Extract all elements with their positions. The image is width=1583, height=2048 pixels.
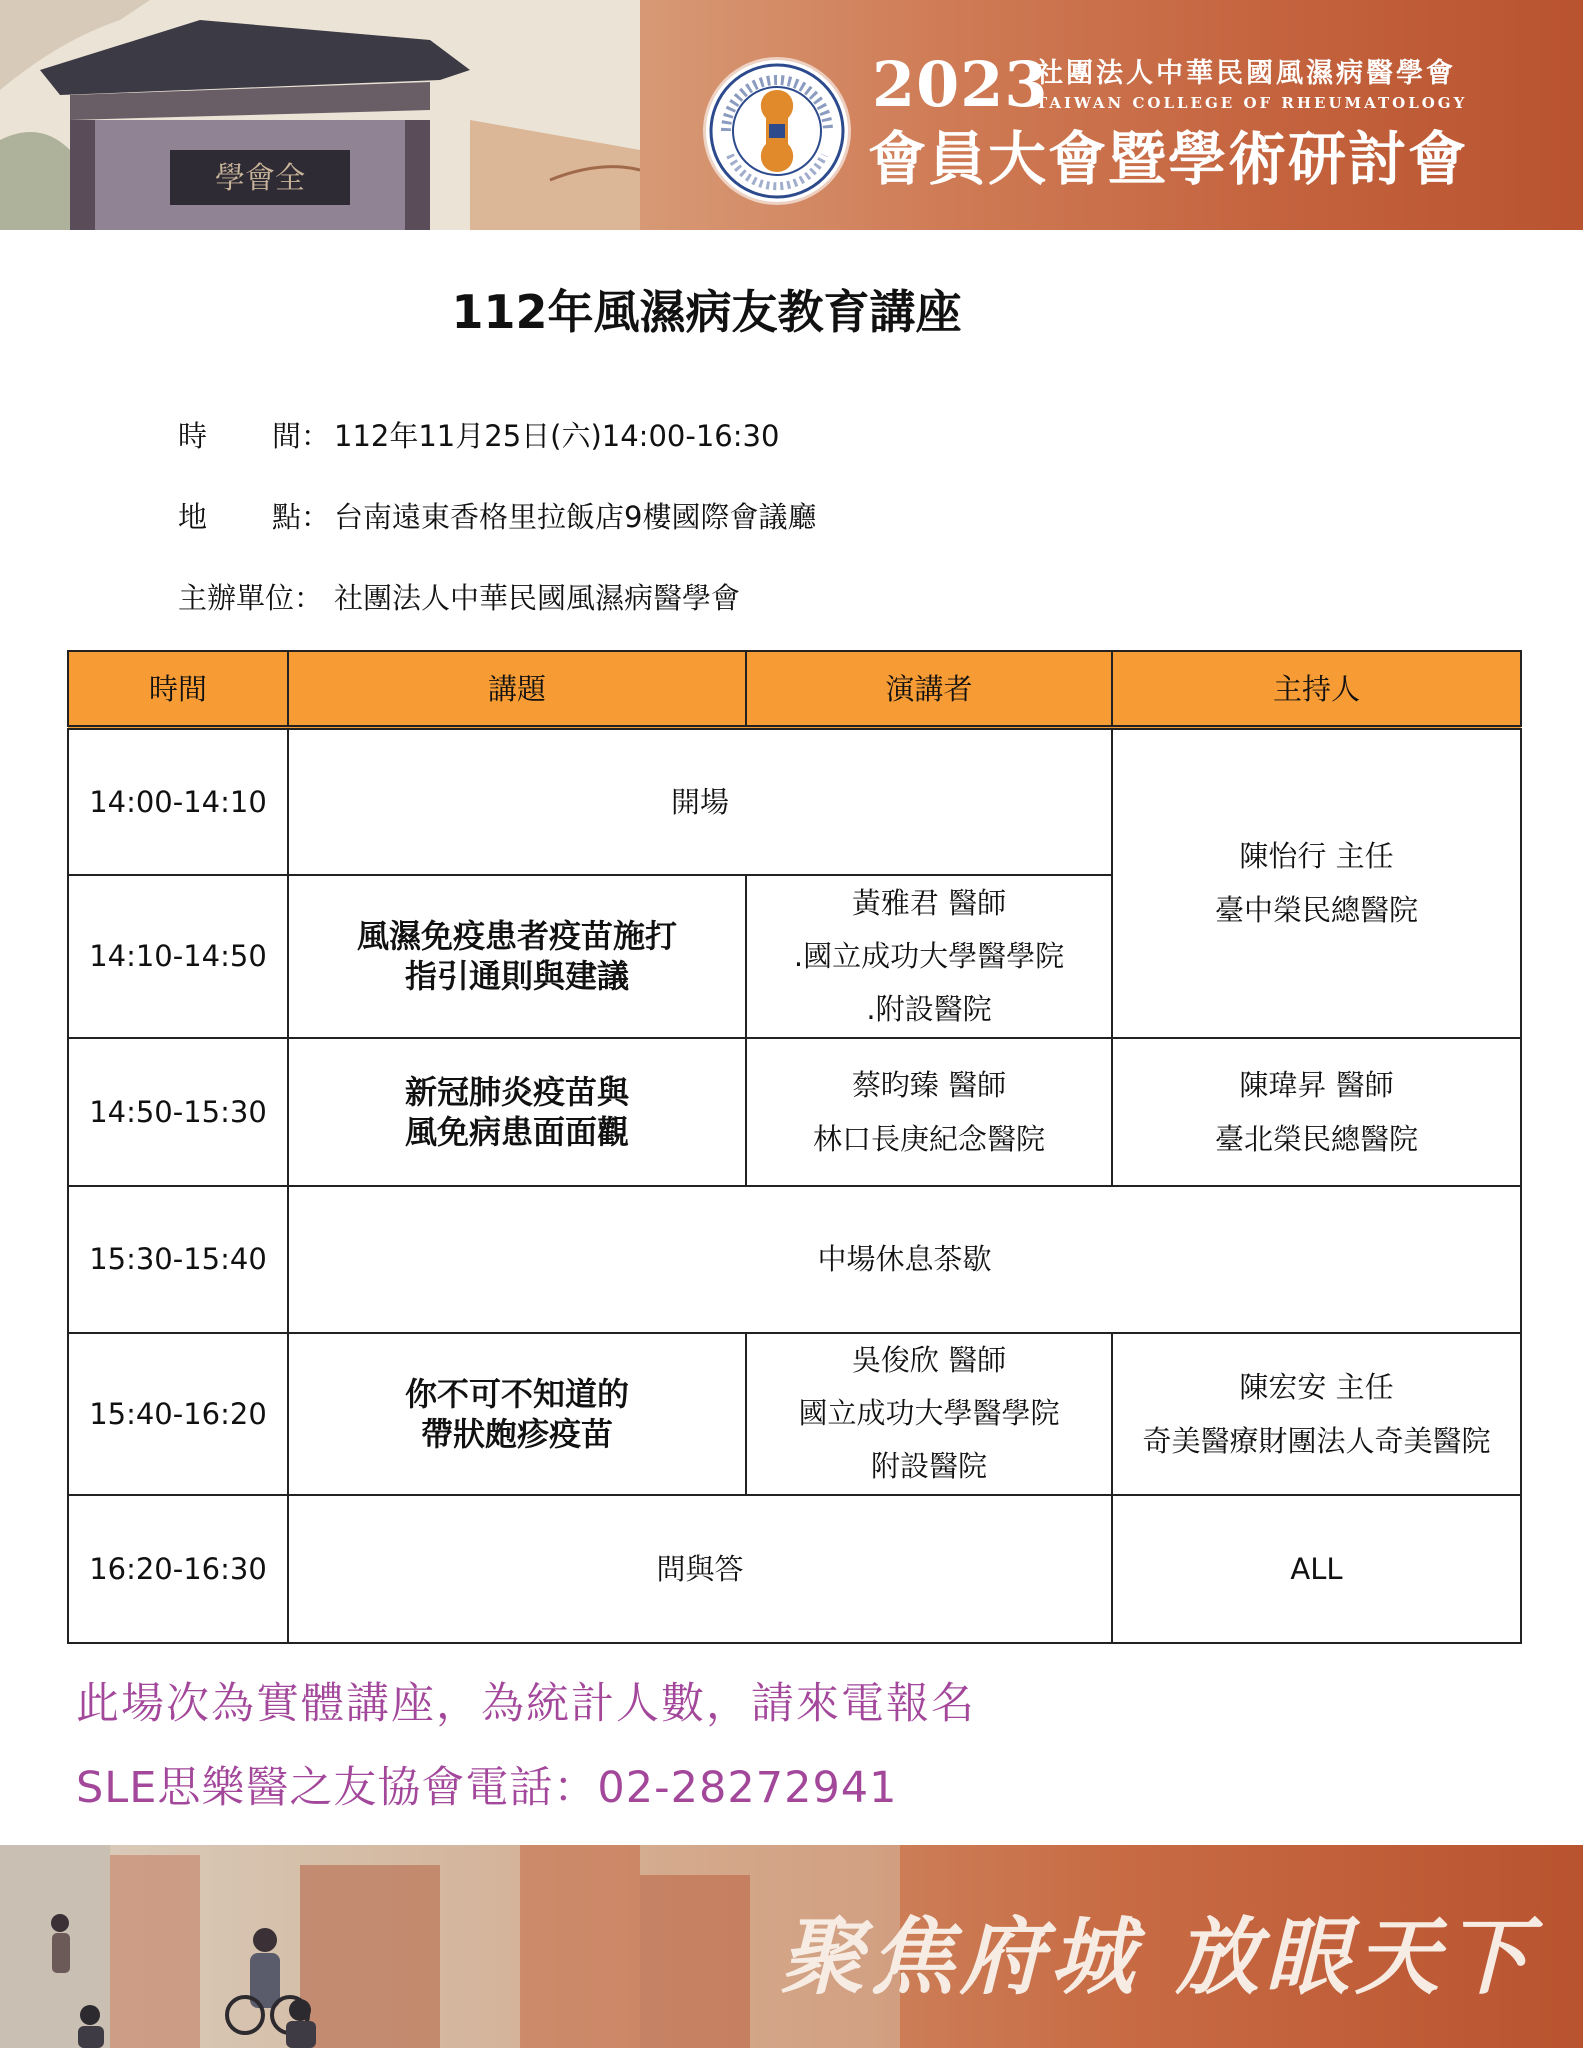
cell-time: 14:00-14:10: [68, 728, 288, 875]
info-time-label: 時 間：: [178, 419, 331, 453]
cell-topic: 開場: [288, 728, 1112, 875]
header-moderator: 主持人: [1112, 651, 1521, 728]
table-row: [68, 1495, 1521, 1643]
cell-time: 15:40-16:20: [68, 1333, 288, 1495]
cell-time: 16:20-16:30: [68, 1495, 288, 1643]
table-row: [68, 728, 1521, 875]
street-scene-illustration: [0, 1845, 900, 2048]
table-row: [68, 1186, 1521, 1333]
cell-speaker: 黃雅君 醫師 .國立成功大學醫學院 .附設醫院: [746, 875, 1112, 1038]
header-topic: 講題: [288, 651, 746, 728]
info-time-value: 112年11月25日(六)14:00-16:30: [334, 419, 780, 453]
temple-gate-illustration: [0, 0, 640, 230]
table-row: [68, 1333, 1521, 1495]
info-time-row: [178, 416, 779, 456]
cell-topic: 風濕免疫患者疫苗施打 指引通則與建議: [288, 875, 746, 1038]
registration-notice: 此場次為實體講座，為統計人數，請來電報名: [76, 1679, 976, 1729]
footer-banner: [0, 1845, 1583, 2048]
header-time: 時間: [68, 651, 288, 728]
society-logo: [706, 60, 848, 202]
cell-topic: 新冠肺炎疫苗與 風免病患面面觀: [288, 1038, 746, 1186]
cell-topic: 問與答: [288, 1495, 1112, 1643]
table-row: [68, 1038, 1521, 1186]
info-place-label: 地 點：: [178, 500, 331, 534]
info-host-row: [178, 578, 740, 618]
footer-slogan: 聚焦府城 放眼天下: [780, 1907, 1536, 2006]
cell-time: 14:10-14:50: [68, 875, 288, 1038]
header-banner: [0, 0, 1583, 230]
banner-event-title: 會員大會暨學術研討會: [868, 125, 1469, 193]
cell-topic: 中場休息茶歇: [288, 1186, 1521, 1333]
cell-moderator: 陳瑋昇 醫師 臺北榮民總醫院: [1112, 1038, 1521, 1186]
cell-moderator: 陳宏安 主任 奇美醫療財團法人奇美醫院: [1112, 1333, 1521, 1495]
svg-text:學會全: 學會全: [215, 161, 305, 196]
banner-org-english: TAIWAN COLLEGE OF RHEUMATOLOGY: [1036, 94, 1468, 112]
cell-time: 15:30-15:40: [68, 1186, 288, 1333]
cell-topic: 你不可不知道的 帶狀皰疹疫苗: [288, 1333, 746, 1495]
cell-time: 14:50-15:30: [68, 1038, 288, 1186]
logo-emblem-icon: [706, 60, 848, 202]
info-place-row: [178, 497, 816, 537]
schedule-table: [67, 650, 1522, 1644]
banner-org-chinese: 社團法人中華民國風濕病醫學會: [1036, 58, 1456, 89]
cell-speaker: 吳俊欣 醫師 國立成功大學醫學院 附設醫院: [746, 1333, 1112, 1495]
info-host-value: 社團法人中華民國風濕病醫學會: [334, 581, 741, 615]
page-title: 112年風濕病友教育講座: [451, 285, 962, 339]
table-header-row: [68, 651, 1521, 728]
cell-speaker: 蔡昀臻 醫師 林口長庚紀念醫院: [746, 1038, 1112, 1186]
cell-moderator: 陳怡行 主任 臺中榮民總醫院: [1112, 728, 1521, 1038]
cell-moderator: ALL: [1112, 1495, 1521, 1643]
info-host-label: 主辦單位：: [178, 581, 324, 615]
contact-phone: SLE思樂醫之友協會電話：02-28272941: [76, 1763, 898, 1813]
banner-year: 2023: [872, 48, 1049, 121]
header-speaker: 演講者: [746, 651, 1112, 728]
info-place-value: 台南遠東香格里拉飯店9樓國際會議廳: [334, 500, 817, 534]
